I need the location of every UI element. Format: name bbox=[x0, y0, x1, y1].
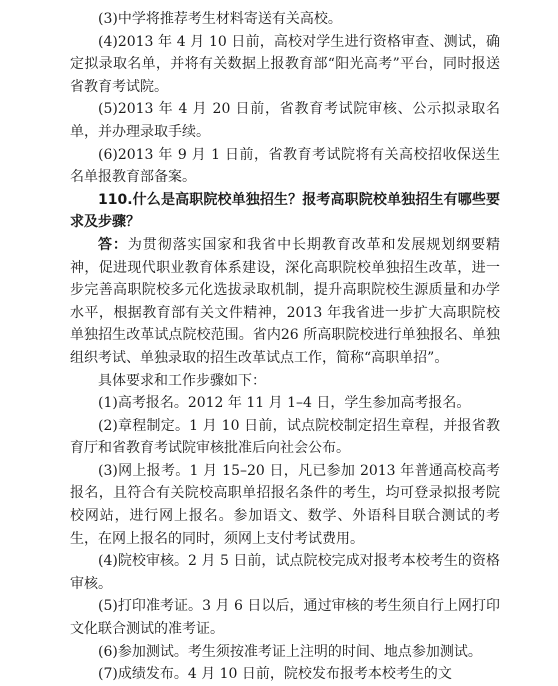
step-item-7: (7)成绩发布。4 月 10 日前，院校发布报考本校考生的文 bbox=[98, 666, 452, 683]
step-item-6: (6)参加测试。考生须按准考证上注明的时间、地点参加测试。 bbox=[98, 643, 482, 660]
answer-paragraph bbox=[70, 234, 500, 370]
step-item-1: (1)高考报名。2012 年 11 月 1–4 日，学生参加高考报名。 bbox=[98, 395, 471, 412]
paragraph-item-4: (4)2013 年 4 月 10 日前，高校对学生进行资格审查、测试，确定拟录取名单，并将有关数据上报教育部“阳光高考”平台，同时报送省教育考试院。 bbox=[70, 33, 500, 95]
step-item-5: (5)打印准考证。3 月 6 日以后，通过审核的考生须自行上网打印文化联合测试的准考证。 bbox=[70, 598, 500, 638]
answer-label: 答： bbox=[98, 236, 128, 253]
document-page bbox=[70, 8, 500, 686]
paragraph-item-6: (6)2013 年 9 月 1 日前，省教育考试院将有关高校招收保送生名单报教育部备案。 bbox=[70, 146, 500, 186]
answer-text: 为贯彻落实国家和我省中长期教育改革和发展规划纲要精神，促进现代职业教育体系建设，深化高职院校单独招生改革，进一步完善高职院校多元化选拔录取机制，提升高职院校生源质量和办学水平，根据教育部有关文件精神，2013 年我省进一步扩大高职院校单独招生改革试点院校范围。省内26 所高职院校进行单独报名、单独组织考试、单独录取的招生改革试点工作，简称“高职单招”。 bbox=[70, 236, 501, 366]
paragraph-item-3: (3)中学将推荐考生材料寄送有关高校。 bbox=[98, 11, 342, 27]
step-item-3: (3)网上报考。1 月 15–20 日，凡已参加 2013 年普通高校高考报名，且符合有关院校高职单招报名条件的考生，均可登录拟报考院校网站，进行网上报名。参加语文、数学、外语科目联合测试的考生，在网上报名的同时，须网上支付考试费用。 bbox=[70, 462, 500, 547]
paragraph-item-5: (5)2013 年 4 月 20 日前，省教育考试院审核、公示拟录取名单，并办理录取手续。 bbox=[70, 101, 500, 140]
question-title: 110.什么是高职院校单独招生？报考高职院校单独招生有哪些要求及步骤？ bbox=[70, 191, 500, 231]
steps-intro: 具体要求和工作步骤如下： bbox=[98, 372, 266, 389]
step-item-4: (4)院校审核。2 月 5 日前，试点院校完成对报考本校考生的资格审核。 bbox=[70, 553, 500, 592]
step-item-2: (2)章程制定。1 月 10 日前，试点院校制定招生章程，并报省教育厅和省教育考试院审核批准后向社会公布。 bbox=[70, 417, 500, 457]
